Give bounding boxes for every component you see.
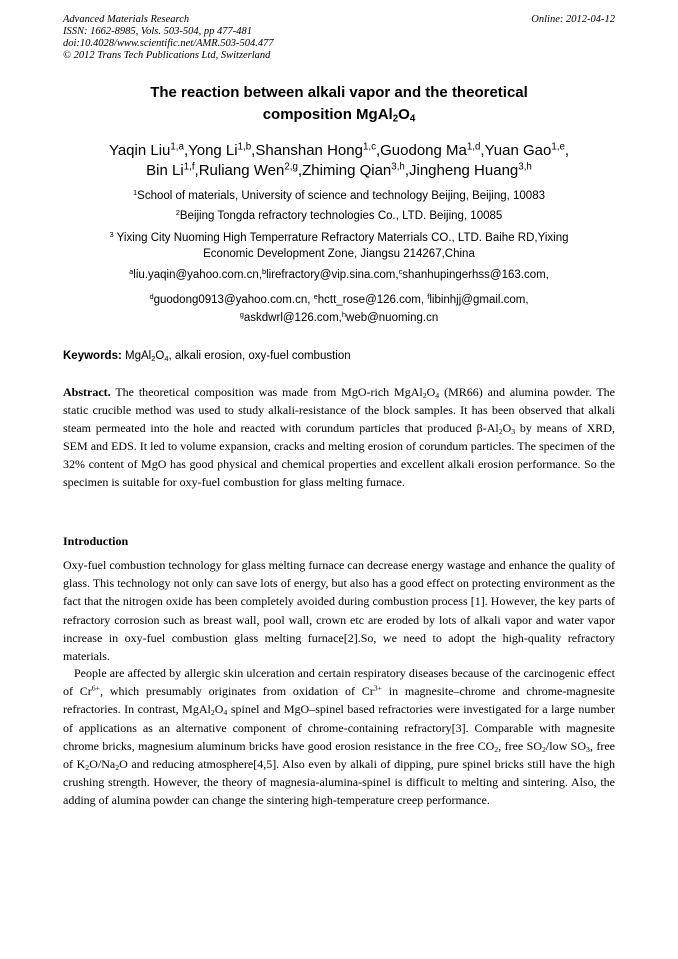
doi-line: doi:10.4028/www.scientific.net/AMR.503-504.477: [63, 38, 274, 49]
intro-paragraph-2: People are affected by allergic skin ulceration and certain respiratory diseases because of the carcinogenic effect of $Cr^{6+}$, which presumably originates from oxidation of $Cr^{3+}$ in magnesite–chrome and chrome-magnesite refractories. In contrast, $MgAl_2O_4$ spinel and MgO–spinel based refractories were investigated for a large number of applications as an alternative component of chrome-containing refractory[3]. Comparable with magnesite chrome bricks, magnesium aluminum bricks have good erosion resistance in the free $CO_2$, free $SO_2$/low $SO_3$, free of $K_2O/Na_2O$ and reducing atmosphere[4,5]. Also even by alkali of dipping, pure spinel bricks still have the high crushing strength. However, the theory of magnesia-alumina-spinel is difficult to melting and sintering. Also, the adding of alumina powder can change the sintering high-temperature creep performance.: [63, 666, 616, 808]
author-name: Zhiming Qian: [302, 162, 392, 179]
copyright-line: © 2012 Trans Tech Publications Ltd, Switzerland: [63, 50, 271, 61]
author-line-2: Bin Li$^{1,f}$,Ruliang Wen$^{2,g}$,Zhiming Qian$^{3,h}$,Jingheng Huang$^{3,h}$: [146, 161, 532, 179]
author-name: Yong Li: [188, 142, 238, 159]
affiliation-1: $^1$School of materials, University of science and technology Beijing, Beijing, 10083: [133, 187, 545, 202]
email-line-1: $^a$liu.yaqin@yahoo.com.cn,$^b$lirefractory@vip.sina.com,$^c$shanhupingerhss@163.com,: [129, 266, 549, 281]
journal-header: [63, 14, 274, 62]
email-line-2: $^d$guodong0913@yahoo.com.cn, $^e$hctt_rose@126.com, $^f$libinhjj@gmail.com,: [149, 291, 529, 306]
email-link[interactable]: guodong0913@yahoo.com.cn,: [153, 294, 314, 306]
email-link[interactable]: web@nuoming.cn: [346, 312, 439, 324]
journal-name: Advanced Materials Research: [63, 14, 190, 25]
email-link[interactable]: hctt_rose@126.com,: [317, 294, 428, 306]
online-date: Online: 2012-04-12: [531, 14, 615, 25]
keywords-label: Keywords:: [63, 350, 122, 362]
email-link[interactable]: shanhupingerhss@163.com,: [402, 269, 549, 281]
email-link[interactable]: lirefractory@vip.sina.com,: [266, 269, 399, 281]
affiliation-3: $^3$ Yixing City Nuoming High Temperrature Refractory Materrials CO., LTD. Baihe RD,Yixing Economic Development Zone, Jiangsu 214267,China: [109, 229, 569, 260]
email-link[interactable]: liu.yaqin@yahoo.com.cn,: [133, 269, 262, 281]
author-line-1: Yaqin Liu$^{1,a}$,Yong Li$^{1,b}$,Shanshan Hong$^{1,c}$,Guodong Ma$^{1,d}$,Yuan Gao$^{1,e}$,: [108, 141, 570, 159]
author-name: Yaqin Liu: [108, 142, 171, 159]
email-link[interactable]: askdwrl@126.com,: [243, 312, 342, 324]
email-link[interactable]: libinhjj@gmail.com,: [429, 294, 529, 306]
author-name: Ruliang Wen: [198, 162, 285, 179]
section-heading-introduction: Introduction: [63, 534, 129, 548]
title-line-2: composition $MgAl_2O_4$: [262, 106, 416, 125]
intro-paragraph-1: Oxy-fuel combustion technology for glass melting furnace can decrease energy wastage and enhance the quality of glass. This technology not only can save lots of energy, but also has a good effect on protecting environment as the fact that the nitrogen oxide has been completely avoided during combustion process [1]. However, the key parts of refractory corrosion such as breast wall, pool wall, crown etc are eroded by lots of alkali vapor and water vapor increase in oxy-fuel combustion glass melting furnace[2].So, we need to adopt the high-quality refractory materials.: [63, 558, 615, 664]
author-name: Jingheng Huang: [409, 162, 519, 179]
author-name: Bin Li: [146, 162, 184, 179]
abstract: Abstract. The theoretical composition was made from MgO-rich $MgAl_2O_4$ (MR66) and alumina powder. The static crucible method was used to study alkali-resistance of the block samples. It has been observed that alkali steam permeated into the hole and reacted with corundum particles that produced $\beta-Al_2O_3$ by means of XRD, SEM and EDS. It led to volume expansion, cracks and melting erosion of corundum particles. The specimen of the 32% content of MgO has good physical and chemical properties and excellent alkali erosion performance. So the specimen is suitable for oxy-fuel combustion for glass melting furnace.: [63, 385, 615, 489]
author-name: Guodong Ma: [380, 142, 467, 159]
author-name: Shanshan Hong: [255, 142, 363, 159]
title-line-1: The reaction between alkali vapor and the theoretical: [150, 84, 528, 101]
issn-line: ISSN: 1662-8985, Vols. 503-504, pp 477-481: [63, 26, 252, 37]
author-list: [63, 141, 615, 181]
author-name: Yuan Gao: [484, 142, 552, 159]
keywords: Keywords: $MgAl_2O_4$, alkali erosion, oxy-fuel combustion: [63, 350, 351, 363]
abstract-label: Abstract.: [63, 385, 111, 399]
paper-title: [63, 82, 615, 126]
email-line-3: $^g$askdwrl@126.com,$^h$web@nuoming.cn: [239, 309, 439, 324]
affiliation-2: $^2$Beijing Tongda refractory technologies Co., LTD. Beijing, 10085: [175, 207, 503, 222]
